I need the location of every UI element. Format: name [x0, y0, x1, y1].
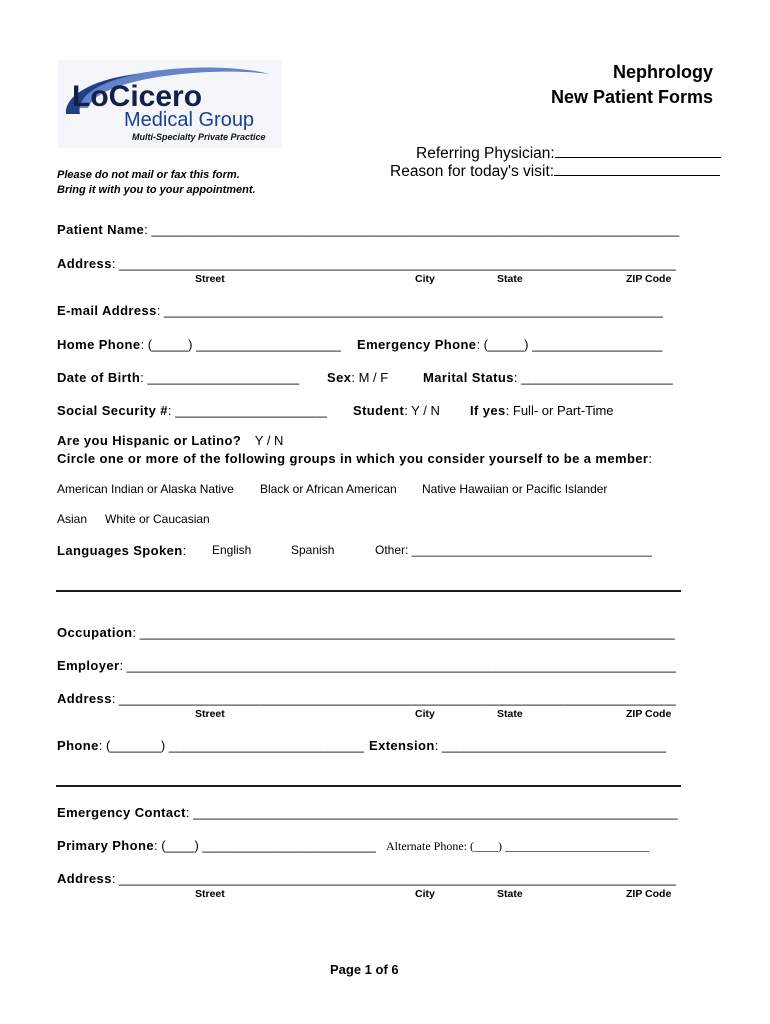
email-line[interactable]: : _____________________________________________________________________	[156, 303, 663, 318]
home-phone-line[interactable]: : (_____) ____________________	[140, 337, 341, 352]
dob-label: Date of Birth	[57, 370, 141, 385]
groups-instruction	[57, 451, 652, 466]
patient-street-caption: Street	[195, 273, 225, 285]
locicero-logo	[58, 60, 282, 148]
patient-address-label: Address	[57, 256, 112, 271]
hispanic-field[interactable]	[57, 433, 283, 448]
section-divider-2	[56, 785, 681, 787]
employer-field[interactable]	[57, 658, 676, 673]
patient-address-field[interactable]	[57, 256, 676, 271]
emergency-phone-label: Emergency Phone	[357, 337, 477, 352]
extension-label: Extension	[369, 738, 435, 753]
reason-for-visit-field[interactable]	[390, 160, 720, 181]
group-option-asian[interactable]: Asian	[57, 512, 88, 526]
extension-line[interactable]: : _______________________________	[434, 738, 667, 753]
emergency-address-label: Address	[57, 871, 112, 886]
marital-status-line[interactable]: : _____________________	[513, 370, 673, 385]
email-field[interactable]	[57, 303, 663, 318]
patient-state-caption: State	[497, 273, 523, 285]
referring-physician-label: Referring Physician:	[416, 145, 555, 162]
occupation-field[interactable]	[57, 625, 675, 640]
form-title-specialty: Nephrology	[612, 62, 713, 82]
primary-phone-label: Primary Phone	[57, 838, 154, 853]
referring-physician-line[interactable]	[555, 142, 721, 158]
logo-name: LoCicero	[72, 80, 203, 113]
emergency-zip-caption: ZIP Code	[626, 888, 672, 900]
occupation-line[interactable]: : __________________________________________________________________________	[132, 625, 675, 640]
hispanic-options[interactable]: Y / N	[254, 433, 284, 448]
work-phone-line[interactable]: : (_______) ___________________________	[98, 738, 365, 753]
emergency-address-field[interactable]	[57, 871, 676, 886]
dob-line[interactable]: : _____________________	[140, 370, 300, 385]
group-option-black[interactable]: Black or African American	[260, 482, 397, 496]
employer-zip-caption: ZIP Code	[626, 708, 672, 720]
groups-label: Circle one or more of the following groups in which you consider yourself to be a member	[57, 451, 649, 466]
emergency-contact-field[interactable]	[57, 805, 678, 820]
employer-address-line[interactable]: : _____________________________________________________________________________	[111, 691, 676, 706]
sex-field[interactable]	[327, 370, 388, 385]
group-option-white[interactable]: White or Caucasian	[105, 512, 210, 526]
student-options[interactable]: : Y / N	[404, 403, 440, 418]
student-field[interactable]	[353, 403, 440, 418]
student-label: Student	[353, 403, 405, 418]
marital-status-field[interactable]	[423, 370, 673, 385]
home-phone-field[interactable]	[57, 337, 341, 352]
emergency-city-caption: City	[415, 888, 435, 900]
patient-city-caption: City	[415, 273, 435, 285]
employer-line[interactable]: : ____________________________________________________________________________	[119, 658, 677, 673]
alternate-phone-field[interactable]: Alternate Phone: (____) ________________________	[386, 839, 649, 853]
employer-city-caption: City	[415, 708, 435, 720]
sex-options[interactable]: : M / F	[351, 370, 389, 385]
employer-street-caption: Street	[195, 708, 225, 720]
language-option-spanish[interactable]: Spanish	[291, 543, 335, 557]
emergency-phone-line[interactable]: : (_____) __________________	[476, 337, 663, 352]
ssn-field[interactable]	[57, 403, 327, 418]
group-option-american-indian[interactable]: American Indian or Alaska Native	[57, 482, 234, 496]
patient-name-line[interactable]: : _________________________________________________________________________	[144, 222, 680, 237]
ssn-label: Social Security #	[57, 403, 168, 418]
email-label: E-mail Address	[57, 303, 157, 318]
dob-field[interactable]	[57, 370, 299, 385]
emergency-state-caption: State	[497, 888, 523, 900]
instructions-line-2: Bring it with you to your appointment.	[57, 184, 256, 196]
language-other-field[interactable]: Other: ____________________________________	[375, 543, 652, 557]
patient-name-label: Patient Name	[57, 222, 145, 237]
emergency-address-line[interactable]: : _____________________________________________________________________________	[111, 871, 676, 886]
languages-label: Languages Spoken	[57, 543, 183, 558]
emergency-contact-label: Emergency Contact	[57, 805, 186, 820]
if-yes-field[interactable]	[470, 403, 614, 418]
page-number: Page 1 of 6	[330, 962, 399, 977]
if-yes-label: If yes	[470, 403, 506, 418]
employer-address-label: Address	[57, 691, 112, 706]
emergency-street-caption: Street	[195, 888, 225, 900]
logo-sub: Medical Group	[124, 109, 255, 131]
group-option-native-hawaiian[interactable]: Native Hawaiian or Pacific Islander	[422, 482, 608, 496]
employer-address-field[interactable]	[57, 691, 676, 706]
section-divider-1	[56, 590, 681, 592]
language-option-english[interactable]: English	[212, 543, 252, 557]
patient-address-line[interactable]: : _____________________________________________________________________________	[111, 256, 676, 271]
emergency-phone-field[interactable]	[357, 337, 662, 352]
patient-name-field[interactable]	[57, 222, 679, 237]
work-phone-label: Phone	[57, 738, 99, 753]
home-phone-label: Home Phone	[57, 337, 141, 352]
patient-zip-caption: ZIP Code	[626, 273, 672, 285]
form-title: New Patient Forms	[550, 87, 713, 107]
groups-colon: :	[648, 451, 653, 466]
employer-state-caption: State	[497, 708, 523, 720]
hispanic-label: Are you Hispanic or Latino?	[57, 433, 242, 448]
logo-tagline: Multi-Specialty Private Practice	[132, 132, 266, 142]
instructions-line-1: Please do not mail or fax this form.	[57, 169, 240, 181]
primary-phone-field[interactable]	[57, 838, 376, 853]
occupation-label: Occupation	[57, 625, 133, 640]
work-phone-field[interactable]	[57, 738, 364, 753]
primary-phone-line[interactable]: : (____) ________________________	[153, 838, 376, 853]
extension-field[interactable]	[369, 738, 666, 753]
if-yes-options[interactable]: : Full- or Part-Time	[505, 403, 614, 418]
ssn-line[interactable]: : _____________________	[167, 403, 327, 418]
sex-label: Sex	[327, 370, 352, 385]
languages-label-group	[57, 543, 186, 558]
emergency-contact-line[interactable]: : ___________________________________________________________________	[185, 805, 678, 820]
reason-for-visit-label: Reason for today's visit:	[390, 163, 555, 180]
marital-status-label: Marital Status	[423, 370, 514, 385]
languages-colon: :	[182, 543, 187, 558]
instructions-note	[57, 168, 256, 198]
reason-for-visit-line[interactable]	[554, 160, 720, 176]
employer-label: Employer	[57, 658, 120, 673]
